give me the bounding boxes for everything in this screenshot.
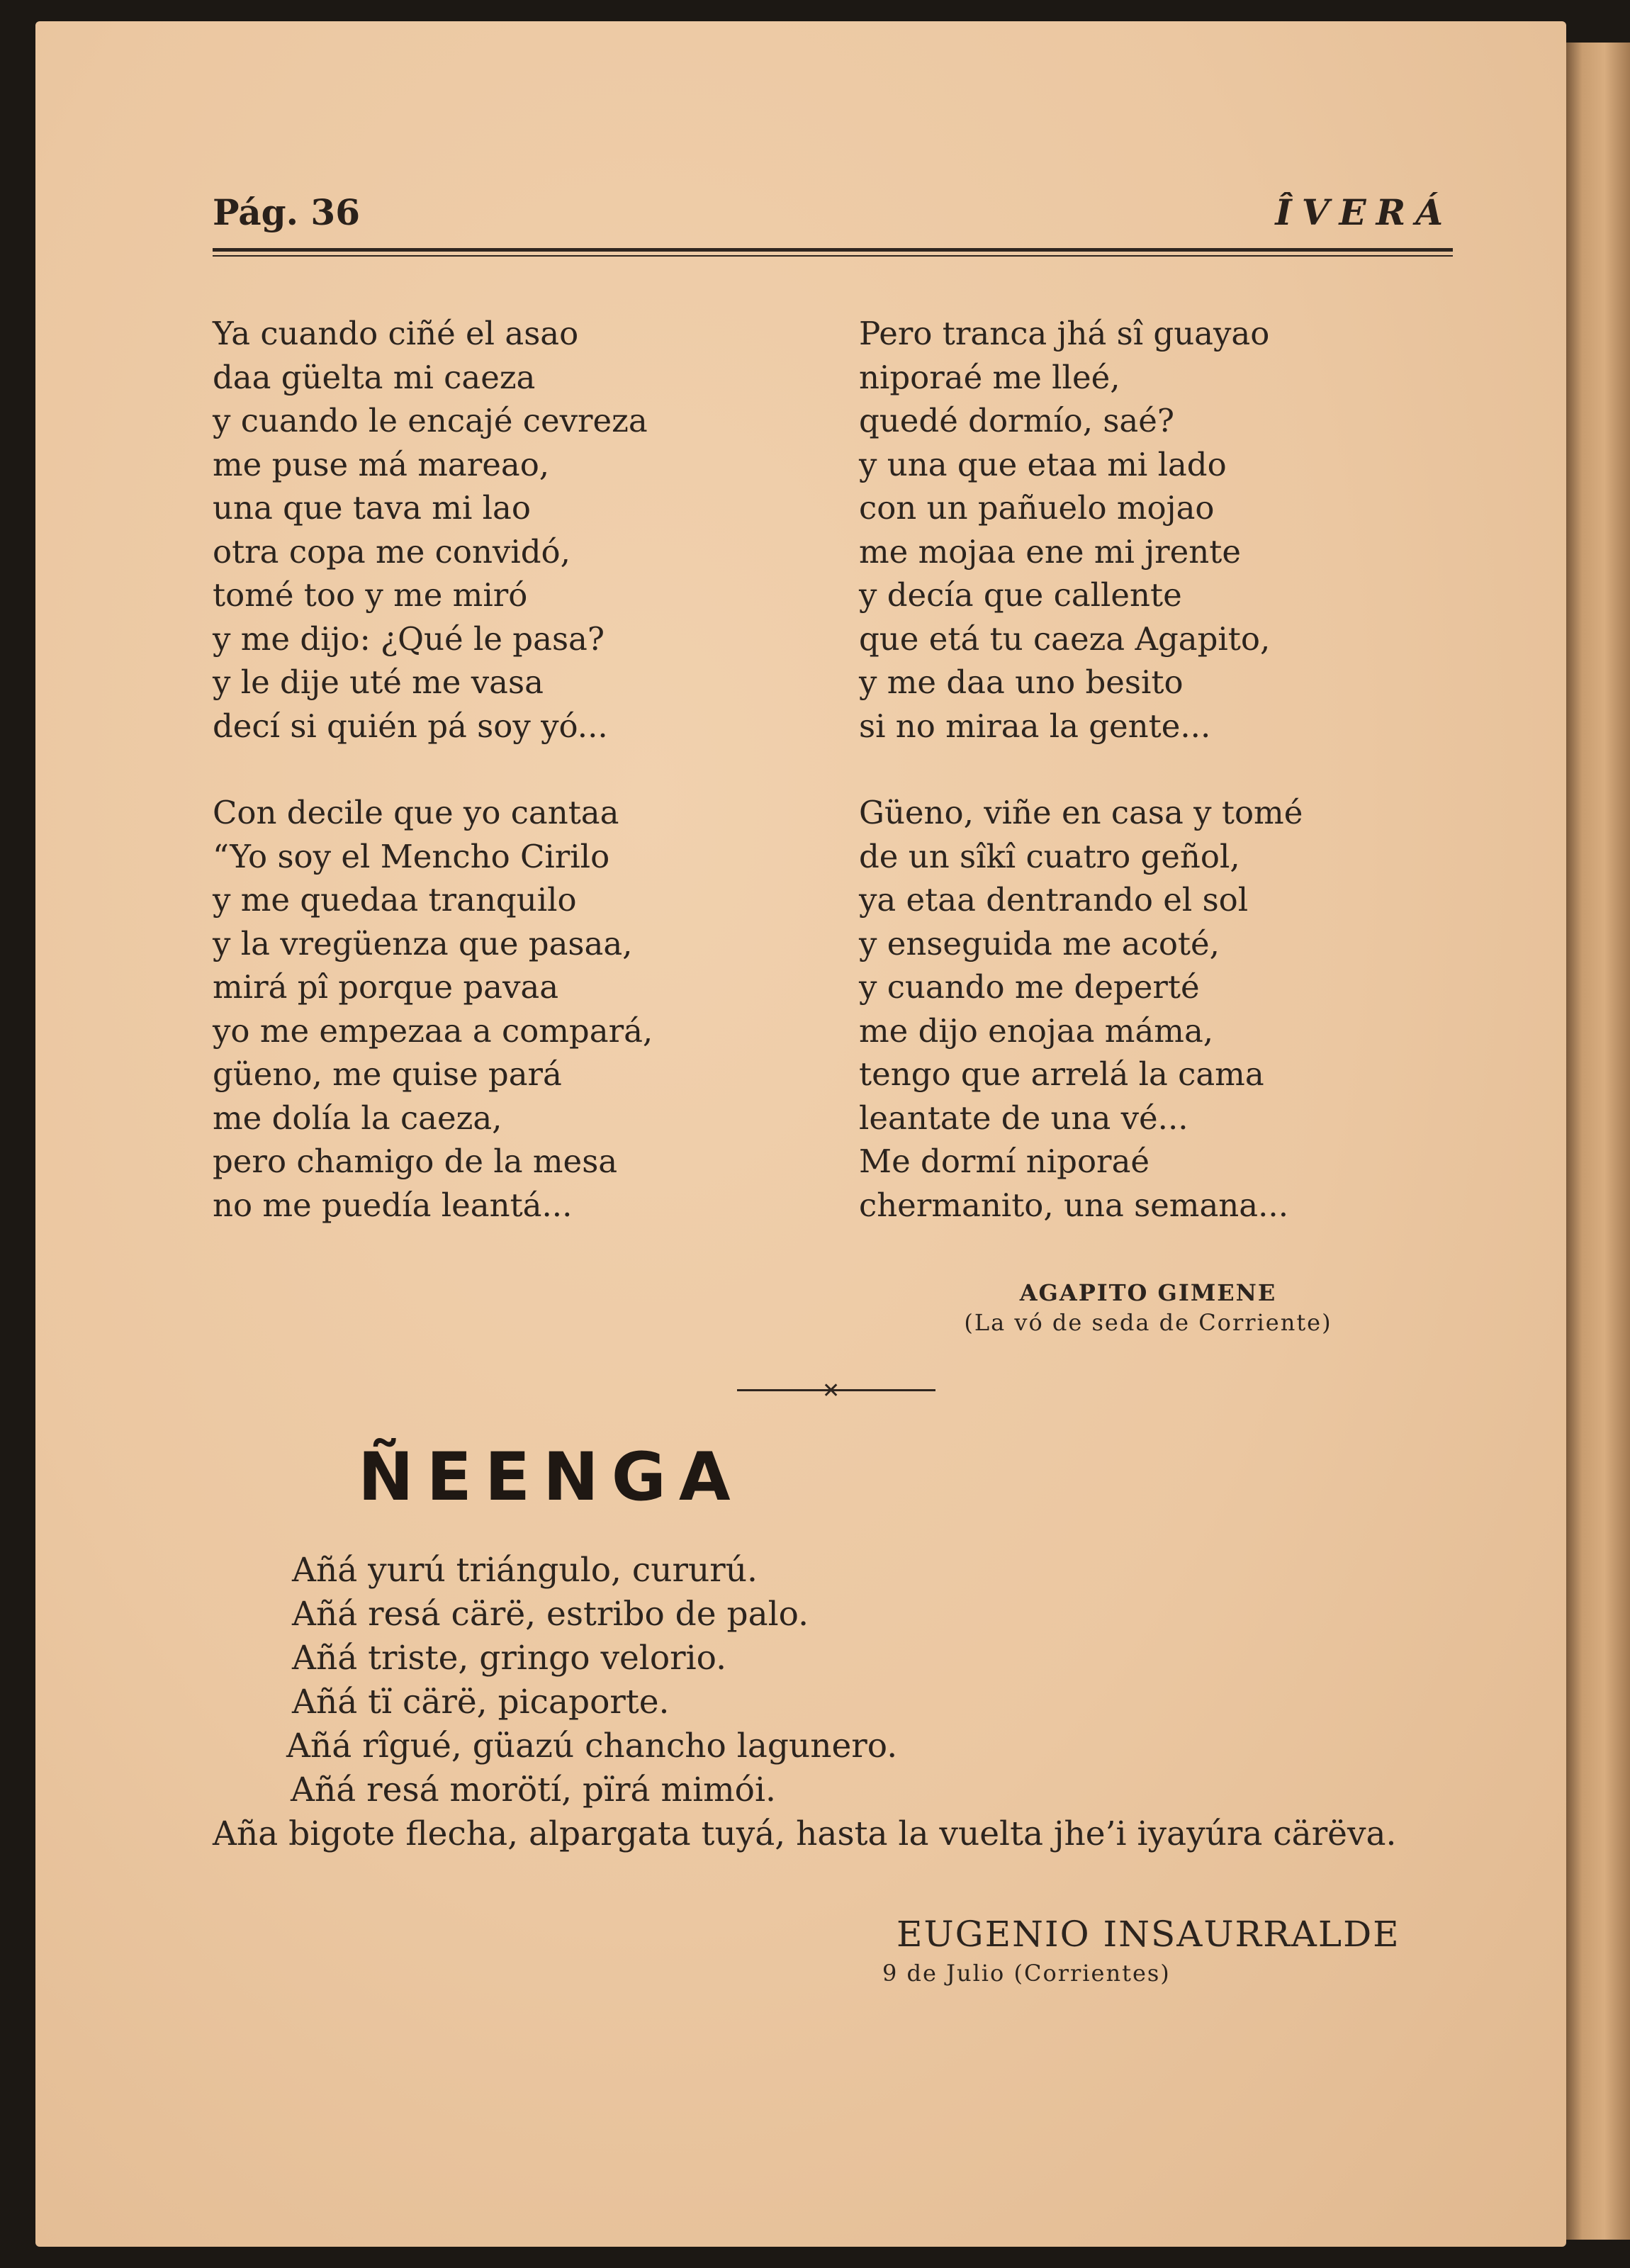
- page-number: Pág. 36: [213, 191, 361, 233]
- verse-line: y me quedaa tranquilo: [213, 881, 577, 919]
- verse-line: y una que etaa mi lado: [859, 445, 1227, 483]
- book-spine-edge: [1566, 43, 1630, 2240]
- verse-line: que etá tu caeza Agapito,: [859, 619, 1271, 658]
- verse-line: Añá resá cärë, estribo de palo.: [292, 1595, 809, 1634]
- verse-line: Aña bigote flecha, alpargata tuyá, hasta la vuelta jhe’i iyayúra cärëva.: [213, 1814, 1397, 1853]
- verse-line: Añá yurú triángulo, cururú.: [292, 1551, 758, 1590]
- verse-line: chermanito, una semana...: [859, 1186, 1289, 1224]
- verse-line: Añá resá morötí, pïrá mimói.: [291, 1770, 776, 1809]
- verse-line: no me puedía leantá...: [213, 1186, 573, 1224]
- journal-title: ÎVERÁ: [1275, 191, 1453, 233]
- poem1-left-column: [213, 312, 836, 1227]
- verse-line: y cuando me deperté: [859, 968, 1200, 1006]
- verse-line: Pero tranca jhá sî guayao: [859, 315, 1270, 352]
- verse-line: una que tava mi lao: [213, 489, 531, 527]
- verse-line: y decía que callente: [859, 576, 1182, 614]
- stanza: [859, 791, 1483, 1227]
- verse-line: con un pañuelo mojao: [859, 489, 1215, 527]
- verse-line: decí si quién pá soy yó...: [213, 707, 608, 745]
- poem1-signature: [879, 1279, 1417, 1336]
- verse-line: quedé dormío, saé?: [859, 402, 1175, 439]
- verse-line: mirá pî porque pavaa: [213, 968, 559, 1006]
- stanza: [213, 312, 836, 748]
- verse-line: niporaé me lleé,: [859, 358, 1120, 396]
- verse-line: si no miraa la gente...: [859, 707, 1211, 745]
- verse-line: tengo que arrelá la cama: [859, 1055, 1264, 1093]
- verse-line: Añá rîgué, güazú chancho lagunero.: [286, 1727, 898, 1765]
- verse-line: leantate de una vé...: [859, 1099, 1188, 1137]
- verse-line: güeno, me quise pará: [213, 1055, 562, 1093]
- verse-line: Güeno, viñe en casa y tomé: [859, 794, 1303, 831]
- divider-ornament-icon: ✕: [822, 1379, 841, 1403]
- verse-line: otra copa me convidó,: [213, 532, 570, 571]
- verse-line: pero chamigo de la mesa: [213, 1143, 618, 1180]
- verse-line: y enseguida me acoté,: [859, 924, 1220, 962]
- verse-line: y me daa uno besito: [859, 663, 1184, 701]
- page-header: [213, 191, 1453, 241]
- poem2-place: 9 de Julio (Corrientes): [882, 1960, 1171, 1987]
- poem2-title: ÑEENGA: [358, 1439, 743, 1516]
- verse-line: Ya cuando ciñé el asao: [213, 315, 579, 352]
- verse-line: me puse má mareao,: [213, 445, 550, 483]
- header-rule-thick: [213, 248, 1453, 252]
- poem2-author: EUGENIO INSAURRALDE: [896, 1914, 1400, 1955]
- verse-line: me dijo enojaa máma,: [859, 1011, 1214, 1050]
- verse-line: y le dije uté me vasa: [213, 663, 544, 701]
- verse-line: me dolía la caeza,: [213, 1099, 502, 1137]
- verse-line: y cuando le encajé cevreza: [213, 402, 648, 439]
- stanza: [859, 312, 1483, 748]
- verse-line: Añá tï cärë, picaporte.: [292, 1683, 670, 1722]
- verse-line: y la vregüenza que pasaa,: [213, 924, 633, 962]
- stanza: [213, 791, 836, 1227]
- header-rule-thin: [213, 255, 1453, 257]
- verse-line: daa güelta mi caeza: [213, 358, 536, 396]
- poem1-author: AGAPITO GIMENE: [1019, 1279, 1277, 1306]
- verse-line: tomé too y me miró: [213, 576, 528, 614]
- poem2-body: [213, 1549, 1488, 1856]
- verse-line: de un sîkî cuatro geñol,: [859, 837, 1240, 875]
- poem1-author-note: (La vó de seda de Corriente): [964, 1309, 1332, 1336]
- verse-line: Me dormí niporaé: [859, 1143, 1150, 1180]
- verse-line: y me dijo: ¿Qué le pasa?: [213, 619, 605, 658]
- poem1-right-column: [859, 312, 1483, 1227]
- verse-line: Añá triste, gringo velorio.: [292, 1639, 727, 1678]
- verse-line: “Yo soy el Mencho Cirilo: [213, 837, 610, 875]
- verse-line: yo me empezaa a compará,: [213, 1011, 653, 1050]
- verse-line: me mojaa ene mi jrente: [859, 532, 1241, 571]
- verse-line: Con decile que yo cantaa: [213, 794, 619, 831]
- verse-line: ya etaa dentrando el sol: [859, 881, 1249, 919]
